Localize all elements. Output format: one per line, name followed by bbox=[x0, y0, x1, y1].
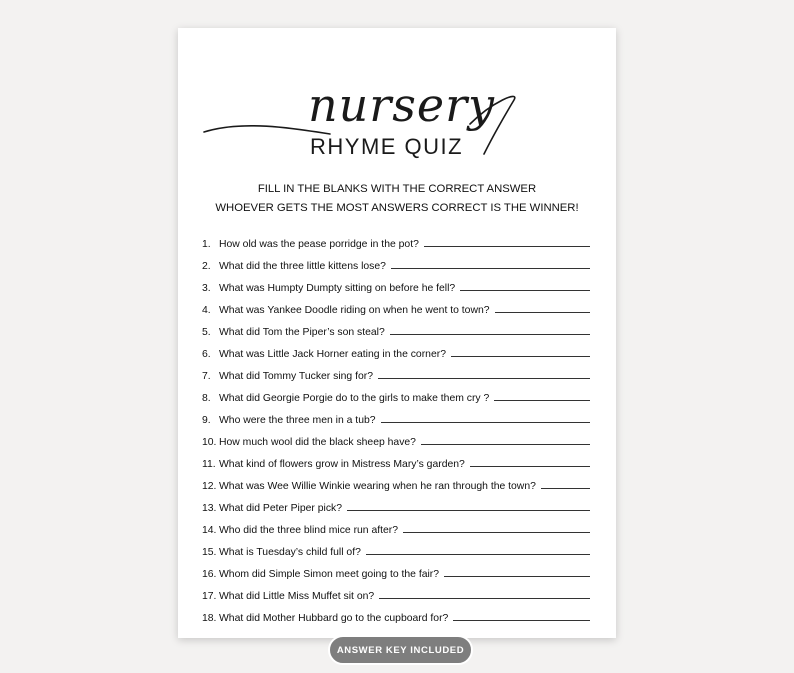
question-number: 3. bbox=[202, 283, 211, 294]
question-number: 15. bbox=[202, 547, 217, 558]
question-text: What did Little Miss Muffet sit on? bbox=[219, 591, 375, 602]
question-number: 18. bbox=[202, 613, 217, 624]
answer-blank-line[interactable] bbox=[494, 399, 590, 401]
question-item bbox=[202, 602, 590, 624]
question-item bbox=[202, 250, 590, 272]
question-item bbox=[202, 228, 590, 250]
question-number: 17. bbox=[202, 591, 217, 602]
answer-blank-line[interactable] bbox=[403, 531, 590, 533]
question-text: Who were the three men in a tub? bbox=[219, 415, 376, 426]
question-number: 10. bbox=[202, 437, 217, 448]
question-text: Whom did Simple Simon meet going to the fair? bbox=[219, 569, 440, 580]
question-item bbox=[202, 426, 590, 448]
question-text: What did Peter Piper pick? bbox=[219, 503, 343, 514]
question-number: 16. bbox=[202, 569, 217, 580]
question-text: What did Tommy Tucker sing for? bbox=[219, 371, 373, 382]
question-text: What did Mother Hubbard go to the cupboard for? bbox=[219, 613, 449, 624]
title-script-word: nursery bbox=[308, 78, 496, 132]
question-number: 7. bbox=[202, 371, 211, 382]
question-text: How much wool did the black sheep have? bbox=[219, 437, 416, 448]
instruction-line-1: FILL IN THE BLANKS WITH THE CORRECT ANSWER bbox=[257, 183, 537, 195]
question-number: 13. bbox=[202, 503, 217, 514]
question-item bbox=[202, 448, 590, 470]
answer-blank-line[interactable] bbox=[444, 575, 590, 577]
question-item bbox=[202, 316, 590, 338]
question-text: What was Yankee Doodle riding on when he went to town? bbox=[219, 305, 490, 316]
answer-key-badge: ANSWER KEY INCLUDED bbox=[328, 635, 473, 665]
instruction-line-2: WHOEVER GETS THE MOST ANSWERS CORRECT IS THE WINNER! bbox=[215, 202, 579, 214]
question-item bbox=[202, 580, 590, 602]
answer-blank-line[interactable] bbox=[421, 443, 590, 445]
question-number: 4. bbox=[202, 305, 211, 316]
question-text: What did Georgie Porgie do to the girls to make them cry ? bbox=[219, 393, 490, 404]
question-item bbox=[202, 404, 590, 426]
answer-blank-line[interactable] bbox=[453, 619, 590, 621]
answer-blank-line[interactable] bbox=[495, 311, 590, 313]
question-text: What did Tom the Piper’s son steal? bbox=[219, 327, 385, 338]
question-number: 14. bbox=[202, 525, 217, 536]
question-text: Who did the three blind mice run after? bbox=[219, 525, 399, 536]
question-item bbox=[202, 382, 590, 404]
answer-blank-line[interactable] bbox=[424, 245, 590, 247]
answer-blank-line[interactable] bbox=[470, 465, 590, 467]
question-item bbox=[202, 558, 590, 580]
answer-blank-line[interactable] bbox=[366, 553, 590, 555]
question-item bbox=[202, 470, 590, 492]
question-number: 5. bbox=[202, 327, 211, 338]
question-number: 8. bbox=[202, 393, 211, 404]
question-item bbox=[202, 536, 590, 558]
answer-blank-line[interactable] bbox=[460, 289, 590, 291]
answer-blank-line[interactable] bbox=[378, 377, 590, 379]
answer-blank-line[interactable] bbox=[379, 597, 590, 599]
question-number: 11. bbox=[202, 459, 216, 470]
answer-blank-line[interactable] bbox=[347, 509, 590, 511]
answer-blank-line[interactable] bbox=[391, 267, 590, 269]
question-text: How old was the pease porridge in the pot? bbox=[219, 239, 419, 250]
title-subtitle: RHYME QUIZ bbox=[310, 134, 464, 159]
answer-blank-line[interactable] bbox=[451, 355, 590, 357]
question-number: 9. bbox=[202, 415, 211, 426]
question-text: What was Little Jack Horner eating in the corner? bbox=[219, 349, 446, 360]
question-number: 6. bbox=[202, 349, 211, 360]
question-number: 1. bbox=[202, 239, 211, 250]
question-text: What did the three little kittens lose? bbox=[219, 261, 386, 272]
question-item bbox=[202, 294, 590, 316]
quiz-sheet bbox=[178, 28, 616, 638]
question-item bbox=[202, 338, 590, 360]
question-text: What was Wee Willie Winkie wearing when he ran through the town? bbox=[219, 481, 536, 492]
question-item bbox=[202, 360, 590, 382]
question-item bbox=[202, 492, 590, 514]
question-text: What was Humpty Dumpty sitting on before he fell? bbox=[219, 283, 456, 294]
question-number: 2. bbox=[202, 261, 211, 272]
answer-blank-line[interactable] bbox=[390, 333, 590, 335]
question-text: What is Tuesday’s child full of? bbox=[219, 547, 361, 558]
question-item bbox=[202, 272, 590, 294]
question-list bbox=[202, 228, 590, 624]
answer-blank-line[interactable] bbox=[381, 421, 590, 423]
question-item bbox=[202, 514, 590, 536]
instructions bbox=[178, 180, 616, 218]
answer-blank-line[interactable] bbox=[541, 487, 590, 489]
question-text: What kind of flowers grow in Mistress Mary’s garden? bbox=[219, 459, 465, 470]
question-number: 12. bbox=[202, 481, 217, 492]
